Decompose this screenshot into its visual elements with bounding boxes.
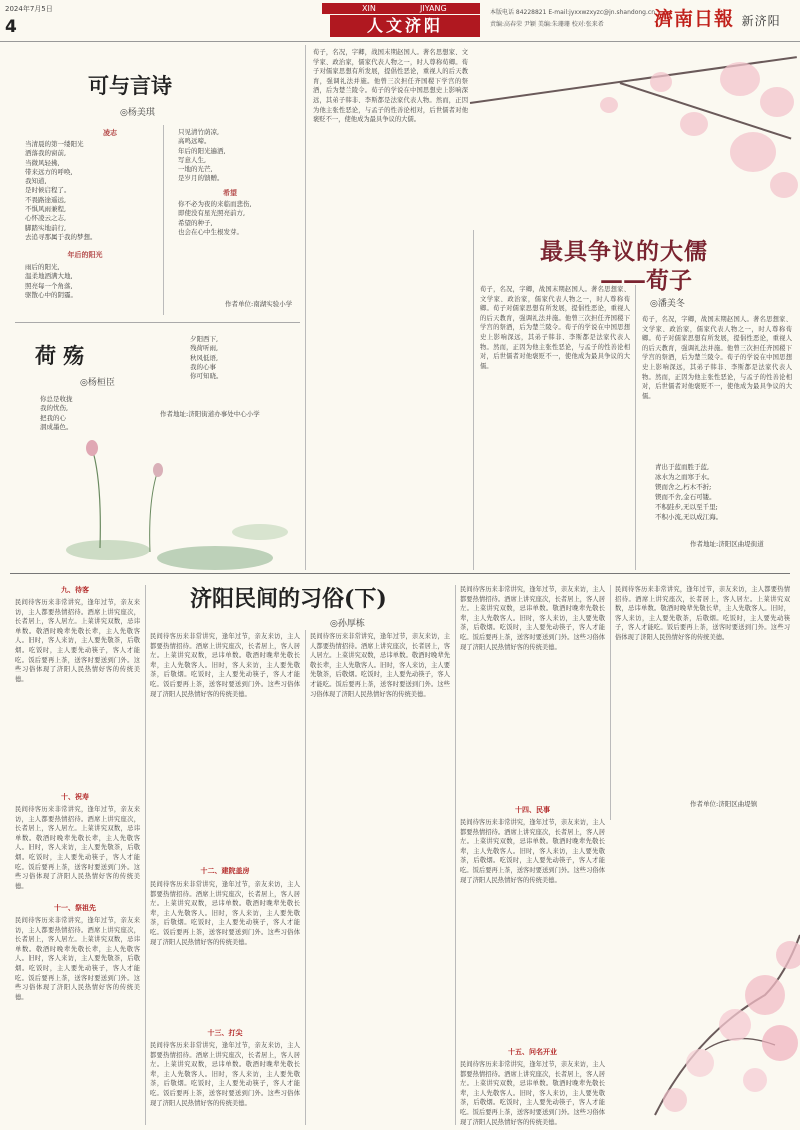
- poem-line: 带来远方的呼唤,: [25, 167, 73, 176]
- band-right: JIYANG: [420, 4, 447, 13]
- band-left: XIN: [362, 4, 376, 13]
- poem-line: 你可知晓。: [190, 372, 223, 381]
- poem-line: 冰水为之而寒于水。: [655, 473, 714, 481]
- blossom-shape: [720, 62, 760, 96]
- lotus-leaf-shape: [232, 524, 288, 540]
- customs-col2-a: 民间待客历来非常讲究，逢年过节，亲友来访，主人都要热情招待。酒席上讲究座次，长者居上，客人居左。上菜讲究双数，忌讳单数。敬酒时晚辈先敬长辈，主人先敬客人。旧时，客人来访，主人要先敬茶，后敬烟。吃饭时，主人要先动筷子，客人才能吃。饭后要再上茶，送客时要送到门外。这些习俗体现了济阳人民热情好客的传统美德。: [150, 633, 300, 698]
- customs-col4-a: 民间待客历来非常讲究，逢年过节，亲友来访，主人都要热情招待。酒席上讲究座次，长者居上，客人居左。上菜讲究双数，忌讳单数。敬酒时晚辈先敬长辈，主人先敬客人。旧时，客人来访，主人要先敬茶，后敬烟。吃饭时，主人要先动筷子，客人才能吃。饭后要再上茶，送客时要送到门外。这些习俗体现了济阳人民热情好客的传统美德。: [460, 586, 605, 651]
- blossom-shape: [760, 87, 794, 117]
- column-divider: [455, 585, 456, 1125]
- poem-line: 高鸣远啼。: [178, 137, 211, 146]
- customs-section-a: 九、待客: [61, 585, 89, 594]
- column-divider: [305, 45, 306, 570]
- feature-poem: [655, 462, 722, 522]
- customs-author: ◎孙厚栋: [330, 619, 365, 629]
- customs-section-b: 十、祝寿: [61, 792, 89, 801]
- blossom-shape: [745, 975, 785, 1015]
- poem-line: 一地的光芒,: [178, 165, 213, 174]
- poem-line: 温柔地洒满大地,: [25, 272, 73, 281]
- poem-line: 夕阳西下,: [190, 335, 219, 343]
- poem-line: 写意人生,: [178, 155, 207, 164]
- poem-line: 脚踏实地前行,: [25, 223, 67, 232]
- column-divider: [473, 230, 474, 570]
- blossom-shape: [650, 72, 672, 92]
- customs-credit: 作者单位:济阳区曲堤镇: [690, 800, 758, 808]
- poem-heading-1: 凌志: [103, 128, 117, 137]
- poem-author: ◎杨美琪: [120, 108, 155, 118]
- issue-date: 2024年7月5日: [5, 5, 53, 13]
- poem-line: 我的忧伤,: [40, 404, 69, 413]
- poem-line: 心怀凌云之志,: [25, 214, 67, 223]
- customs-section-e: 十三、打尖: [207, 1028, 243, 1037]
- lotus-leaf-shape: [157, 546, 273, 570]
- customs-col2-b: 民间待客历来非常讲究，逢年过节，亲友来访，主人都要热情招待。酒席上讲究座次，长者居上，客人居左。上菜讲究双数，忌讳单数。敬酒时晚辈先敬长辈，主人先敬客人。旧时，客人来访，主人要先敬茶，后敬烟。吃饭时，主人要先动筷子，客人才能吃。饭后要再上茶，送客时要送到门外。这些习俗体现了济阳人民热情好客的传统美德。: [150, 881, 300, 946]
- poem-line: 即使没有星光照亮前方,: [178, 209, 246, 218]
- poem-line: 洇成墨色。: [40, 422, 73, 431]
- poem-line: 不畏路途遥远,: [25, 195, 67, 204]
- feature-body-col3: 荀子，名况，字卿，战国末期赵国人。著名思想家、文学家、政治家，儒家代表人物之一，时人尊称荀卿。荀子对儒家思想有所发展，提倡性恶论，重视人的后天教育，强调礼法并施。他曾三次担任齐国稷下学宫的祭酒，后为楚兰陵令。荀子的学说在中国思想史上影响深远，其弟子韩非、李斯都是法家代表人物。然而，正因为他主张性恶论，与孟子的性善论相对，后世儒者对他褒贬不一，使他成为最具争议的大儒。: [642, 316, 792, 400]
- blossom-shape: [663, 1088, 687, 1112]
- poem-credit: 作者单位:南湖实验小学: [225, 300, 293, 308]
- logo-main: 濟南日報: [654, 8, 735, 30]
- lotus-poem-a: [40, 395, 73, 432]
- poem-line: 洒落我的窗前,: [25, 149, 67, 158]
- customs-section-c: 十一、祭祖先: [54, 903, 96, 912]
- feature-title-line1: 最具争议的大儒: [540, 238, 708, 265]
- customs-col1-c: 民间待客历来非常讲究，逢年过节，亲友来访，主人都要热情招待。酒席上讲究座次，长者居上，客人居左。上菜讲究双数，忌讳单数。敬酒时晚辈先敬长辈，主人先敬客人。旧时，客人来访，主人要先敬茶，后敬烟。吃饭时，主人要先动筷子，客人才能吃。饭后要再上茶，送客时要送到门外。这些习俗体现了济阳人民热情好客的传统美德。: [15, 917, 140, 1001]
- poem-line: 不积小流,无以成江海。: [655, 513, 723, 521]
- poem-line: 锲而舍之,朽木不折;: [655, 483, 712, 491]
- poem-line: 残荷听雨,: [190, 344, 219, 353]
- column-divider: [305, 630, 306, 1125]
- blossom-art-bottom: [615, 815, 800, 1125]
- blossom-shape: [686, 1049, 714, 1077]
- poem-line: 当微风轻拂,: [25, 158, 60, 167]
- poem-line: 我的心事: [190, 362, 216, 371]
- customs-section-f: 十四、民事: [515, 805, 550, 814]
- poem-line: 年后的阳光遍洒,: [178, 146, 226, 155]
- blossom-shape: [743, 1068, 767, 1092]
- lotus-title: 荷 殇: [35, 343, 85, 368]
- blossom-shape: [770, 172, 798, 198]
- section-divider: [10, 573, 790, 574]
- poem-title: 可与言诗: [88, 73, 172, 98]
- poem-3: [178, 128, 226, 184]
- column-divider: [610, 585, 611, 820]
- blossom-shape: [680, 112, 708, 136]
- customs-col5: 民间待客历来非常讲究，逢年过节，亲友来访，主人都要热情招待。酒席上讲究座次，长者居上，客人居左。上菜讲究双数，忌讳单数。敬酒时晚辈先敬长辈，主人先敬客人。旧时，客人来访，主人要先敬茶，后敬烟。吃饭时，主人要先动筷子，客人才能吃。饭后要再上茶，送客时要送到门外。这些习俗体现了济阳人民热情好客的传统美德。: [615, 586, 790, 641]
- section-title: 人文济阳: [330, 15, 480, 37]
- customs-section-g: 十五、问名开业: [508, 1047, 557, 1056]
- section-divider: [15, 322, 300, 323]
- feature-body-col1: 荀子，名况，字卿，战国末期赵国人。著名思想家、文学家、政治家，儒家代表人物之一，时人尊称荀卿。荀子对儒家思想有所发展，提倡性恶论，重视人的后天教育，强调礼法并施。他曾三次担任齐国稷下学宫的祭酒，后为楚兰陵令。荀子的学说在中国思想史上影响深远，其弟子韩非、李斯都是法家代表人物。然而，正因为他主张性恶论，与孟子的性善论相对，后世儒者对他褒贬不一，使他成为最具争议的大儒。: [313, 49, 468, 124]
- poem-line: 锲而不舍,金石可镂。: [655, 493, 716, 501]
- poem-line: 当清晨的第一缕阳光: [25, 140, 84, 148]
- poem-line: 雨后的阳光,: [25, 263, 60, 271]
- poem-line: 希望的种子,: [178, 218, 213, 227]
- poem-line: 秋风低语,: [190, 353, 219, 362]
- blossom-shape: [776, 941, 800, 969]
- poem-line: 不积跬步,无以至千里;: [655, 503, 718, 511]
- blossom-shape: [600, 97, 618, 113]
- feature-body-col2: 荀子，名况，字卿，战国末期赵国人。著名思想家、文学家、政治家，儒家代表人物之一，时人尊称荀卿。荀子对儒家思想有所发展，提倡性恶论，重视人的后天教育，强调礼法并施。他曾三次担任齐国稷下学宫的祭酒，后为楚兰陵令。荀子的学说在中国思想史上影响深远，其弟子韩非、李斯都是法家代表人物。然而，正因为他主张性恶论，与孟子的性善论相对，后世儒者对他褒贬不一，使他成为最具争议的大儒。: [480, 286, 630, 370]
- poem-1: [25, 140, 97, 242]
- poem-divider: [163, 125, 164, 315]
- poem-line: 你总是收拢: [40, 395, 73, 403]
- lotus-author: ◎杨桓臣: [80, 378, 115, 388]
- poem-line: 照亮每一个角落,: [25, 281, 73, 290]
- customs-section-d: 十二、建院盖房: [200, 866, 250, 875]
- lotus-leaf-shape: [66, 540, 150, 560]
- poem-line: 是时候启程了。: [25, 186, 71, 195]
- lotus-credit: 作者地址:济阳街道办事处中心小学: [160, 410, 260, 418]
- customs-col2-c: 民间待客历来非常讲究，逢年过节，亲友来访，主人都要热情招待。酒席上讲究座次，长者居上，客人居左。上菜讲究双数，忌讳单数。敬酒时晚辈先敬长辈，主人先敬客人。旧时，客人来访，主人要先敬茶，后敬烟。吃饭时，主人要先动筷子，客人才能吃。饭后要再上茶，送客时要送到门外。这些习俗体现了济阳人民热情好客的传统美德。: [150, 1042, 300, 1107]
- poem-line: 青出于蓝而胜于蓝,: [655, 463, 710, 471]
- logo-sub: 新济阳: [741, 14, 781, 28]
- poem-line: 我知道,: [25, 177, 47, 186]
- contact-line: 本版电话 84228821 E-mail:jyxxwzxyzc@jn.shandong.cn: [490, 9, 655, 16]
- column-divider: [145, 585, 146, 1125]
- lotus-illustration: [20, 440, 300, 575]
- customs-col3: 民间待客历来非常讲究，逢年过节，亲友来访，主人都要热情招待。酒席上讲究座次，长者居上，客人居左。上菜讲究双数，忌讳单数。敬酒时晚辈先敬长辈，主人先敬客人。旧时，客人来访，主人要先敬茶，后敬烟。吃饭时，主人要先动筷子，客人才能吃。饭后要再上茶，送客时要送到门外。这些习俗体现了济阳人民热情好客的传统美德。: [310, 633, 450, 698]
- blossom-shape: [762, 1025, 798, 1061]
- section-band: [322, 3, 480, 14]
- customs-col1-a: 民间待客历来非常讲究，逢年过节，亲友来访，主人都要热情招待。酒席上讲究座次，长者居上，客人居左。上菜讲究双数，忌讳单数。敬酒时晚辈先敬长辈，主人先敬客人。旧时，客人来访，主人要先敬茶，后敬烟。吃饭时，主人要先动筷子，客人才能吃。饭后要再上茶，送客时要送到门外。这些习俗体现了济阳人民热情好客的传统美德。: [15, 599, 140, 683]
- lotus-bud-shape: [153, 463, 163, 477]
- blossom-shape: [719, 1009, 751, 1041]
- lotus-stem-shape: [150, 470, 158, 552]
- customs-col4-c: 民间待客历来非常讲究，逢年过节，亲友来访，主人都要热情招待。酒席上讲究座次，长者居上，客人居左。上菜讲究双数，忌讳单数。敬酒时晚辈先敬长辈，主人先敬客人。旧时，客人来访，主人要先敬茶，后敬烟。吃饭时，主人要先动筷子，客人才能吃。饭后要再上茶，送客时要送到门外。这些习俗体现了济阳人民热情好客的传统美德。: [460, 1061, 605, 1126]
- blossom-shape: [730, 132, 776, 172]
- feature-credit: 作者地址:济阳区曲堤街道: [690, 540, 764, 548]
- column-divider: [635, 285, 636, 570]
- poem-line: 驱散心中的阴霾。: [25, 290, 77, 299]
- poem-line: 也会在心中生根发芽。: [178, 227, 243, 236]
- page-number: 4: [5, 17, 17, 37]
- lotus-bud-shape: [86, 440, 98, 456]
- customs-col4-b: 民间待客历来非常讲究，逢年过节，亲友来访，主人都要热情招待。酒席上讲究座次，长者居上，客人居左。上菜讲究双数，忌讳单数。敬酒时晚辈先敬长辈，主人先敬客人。旧时，客人来访，主人要先敬茶，后敬烟。吃饭时，主人要先动筷子，客人才能吃。饭后要再上茶，送客时要送到门外。这些习俗体现了济阳人民热情好客的传统美德。: [460, 819, 605, 884]
- editors-line: 责编:高春荣 尹颖 美编:朱珊珊 校对:张来希: [490, 21, 604, 28]
- poem-heading-3: 希望: [223, 188, 237, 197]
- customs-col1-b: 民间待客历来非常讲究，逢年过节，亲友来访，主人都要热情招待。酒席上讲究座次，长者居上，客人居左。上菜讲究双数，忌讳单数。敬酒时晚辈先敬长辈，主人先敬客人。旧时，客人来访，主人要先敬茶，后敬烟。吃饭时，主人要先动筷子，客人才能吃。饭后要再上茶，送客时要送到门外。这些习俗体现了济阳人民热情好客的传统美德。: [15, 806, 140, 890]
- poem-line: 不惧风雨兼程,: [25, 205, 67, 214]
- newspaper-logo: [654, 4, 781, 31]
- poem-line: 你不必为夜的来临而悲伤,: [178, 200, 252, 208]
- lotus-poem-b: [190, 335, 223, 381]
- feature-title-line2: ——荀子: [600, 267, 692, 294]
- lotus-stem-shape: [92, 448, 100, 548]
- poem-4: [178, 200, 252, 237]
- poem-heading-2: 年后的阳光: [67, 250, 103, 259]
- poem-line: 去追寻那属于我的梦想。: [25, 232, 97, 241]
- poem-line: 把我的心: [40, 413, 66, 422]
- feature-author: ◎潘美冬: [650, 299, 685, 309]
- poem-line: 只见清竹荫凉,: [178, 128, 220, 136]
- customs-title: 济阳民间的习俗(下): [190, 586, 387, 612]
- poem-line: 是岁月的馈赠。: [178, 174, 224, 183]
- poem-2: [25, 263, 77, 300]
